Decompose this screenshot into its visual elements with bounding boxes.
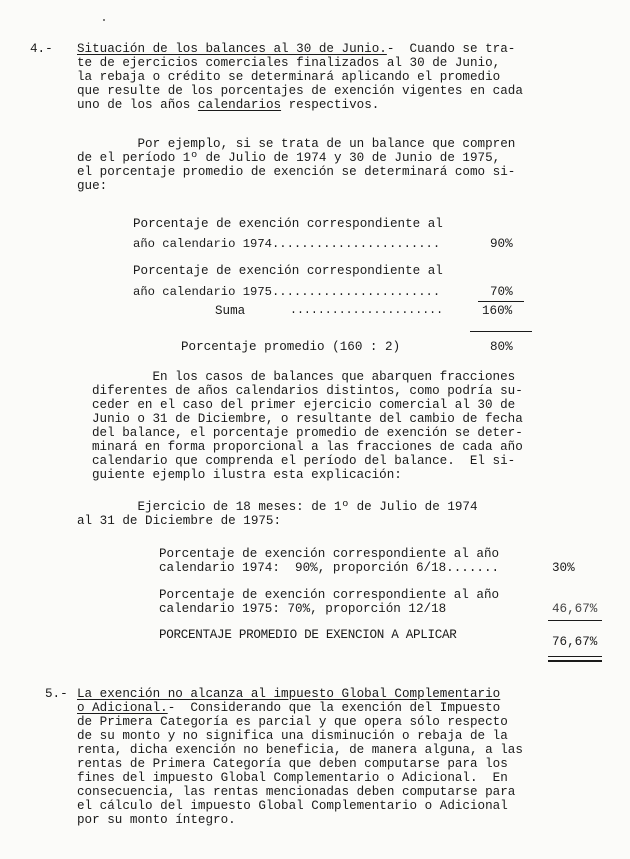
example-1-promedio-value: 80% — [490, 340, 513, 354]
section-5-line: de su monto y no significa una disminución o rebaja de la — [77, 729, 508, 743]
section-5-number: 5.- — [45, 687, 68, 701]
section-5-line: el cálculo del impuesto Global Complementario o Adicional — [77, 799, 508, 813]
example-2-intro: al 31 de Diciembre de 1975: — [77, 514, 282, 528]
section-5-title-line1: La exención no alcanza al impuesto Global Complementario — [77, 687, 501, 701]
example-2-row1-value: 30% — [552, 561, 575, 575]
example-1-suma-dots: ...................... — [290, 304, 444, 317]
section-4-line-last — [77, 98, 379, 112]
example-2-row1-a: Porcentaje de exención correspondiente al año — [159, 547, 500, 561]
example-1-row1-a: Porcentaje de exención correspondiente al — [133, 217, 443, 231]
result-rule-top — [548, 620, 602, 621]
result-rule-double-1 — [548, 656, 602, 657]
page-mark — [103, 19, 105, 21]
section-5-line: consecuencia, las rentas mencionadas deben computarse para — [77, 785, 516, 799]
section-4-last-post: respectivos. — [281, 98, 380, 112]
example-1-row1-b: año calendario 1974....................... — [133, 237, 441, 251]
example-1-row2-b: año calendario 1975....................... — [133, 285, 441, 299]
example-1-row1-value: 90% — [490, 237, 513, 251]
section-4-title: Situación de los balances al 30 de Junio. — [77, 42, 387, 56]
section-5-line: de Primera Categoría es parcial y que opera sólo respecto — [77, 715, 508, 729]
example-2-row2-b: calendario 1975: 70%, proporción 12/18 — [159, 602, 447, 616]
section-4-line: te de ejercicios comerciales finalizados al 30 de Junio, — [77, 56, 501, 70]
paragraph-2-line: Junio o 31 de Diciembre, o resultante del cambio de fecha — [92, 412, 523, 426]
section-4-line: que resulte de los porcentajes de exención vigentes en cada — [77, 84, 523, 98]
result-rule-double-2 — [548, 660, 602, 662]
paragraph-2-line: diferentes de años calendarios distintos, como podría su- — [92, 384, 523, 398]
section-5-title-part2: o Adicional. — [77, 701, 168, 715]
section-5-title-suffix: - Considerando que la exención del Impuesto — [167, 701, 501, 715]
paragraph-2-line: minará en forma proporcional a las fracciones de cada año — [92, 440, 523, 454]
section-4-line: la rebaja o crédito se determinará aplicando el promedio — [77, 70, 501, 84]
underlined-word-calendarios: calendarios — [197, 98, 282, 112]
example-1-suma-value: 160% — [482, 304, 513, 318]
example-1-suma-label: Suma — [215, 304, 246, 318]
paragraph-2-line: calendario que comprenda el período del balance. El si- — [92, 454, 516, 468]
example-2-row2-value: 46,67% — [552, 602, 598, 616]
paragraph-2-line: guiente ejemplo ilustra esta explicación: — [92, 468, 402, 482]
example-2-intro: Ejercicio de 18 meses: de 1º de Julio de 1974 — [77, 500, 478, 514]
section-5-line: por su monto íntegro. — [77, 813, 236, 827]
example-2-row3-value: 76,67% — [552, 635, 598, 649]
paragraph-2-line: del balance, el porcentaje promedio de exención se deter- — [92, 426, 523, 440]
section-5-line: fines del impuesto Global Complementario o Adicional. En — [77, 771, 508, 785]
example-1-line: Por ejemplo, si se trata de un balance que compren — [77, 137, 516, 151]
sum-rule-top — [478, 301, 524, 302]
example-2-row2-a: Porcentaje de exención correspondiente al año — [159, 588, 500, 602]
sum-rule-bottom — [470, 331, 532, 332]
example-2-row3: PORCENTAJE PROMEDIO DE EXENCION A APLICAR — [159, 628, 457, 642]
example-1-line: de el período 1º de Julio de 1974 y 30 de Junio de 1975, — [77, 151, 501, 165]
example-1-line: gue: — [77, 179, 108, 193]
example-1-line: el porcentaje promedio de exención se determinará como si- — [77, 165, 516, 179]
section-4-last-pre: uno de los años — [77, 98, 198, 112]
section-5-title-line2 — [77, 701, 500, 715]
example-1-row2-a: Porcentaje de exención correspondiente al — [133, 264, 443, 278]
section-4-number: 4.- — [30, 42, 53, 56]
example-1-row2-value: 70% — [490, 285, 513, 299]
section-4-title-suffix: - Cuando se tra- — [386, 42, 516, 56]
section-5-line: renta, dicha exención no beneficia, de manera alguna, a las — [77, 743, 523, 757]
section-5-line: rentas de Primera Categoría que deben computarse para los — [77, 757, 508, 771]
example-1-promedio-label: Porcentaje promedio (160 : 2) — [181, 340, 401, 354]
paragraph-2-line: En los casos de balances que abarquen fracciones — [92, 370, 516, 384]
paragraph-2-line: ceder en el caso del primer ejercicio comercial al 30 de — [92, 398, 516, 412]
section-4-heading — [77, 42, 515, 56]
example-2-row1-b: calendario 1974: 90%, proporción 6/18....... — [159, 561, 500, 575]
